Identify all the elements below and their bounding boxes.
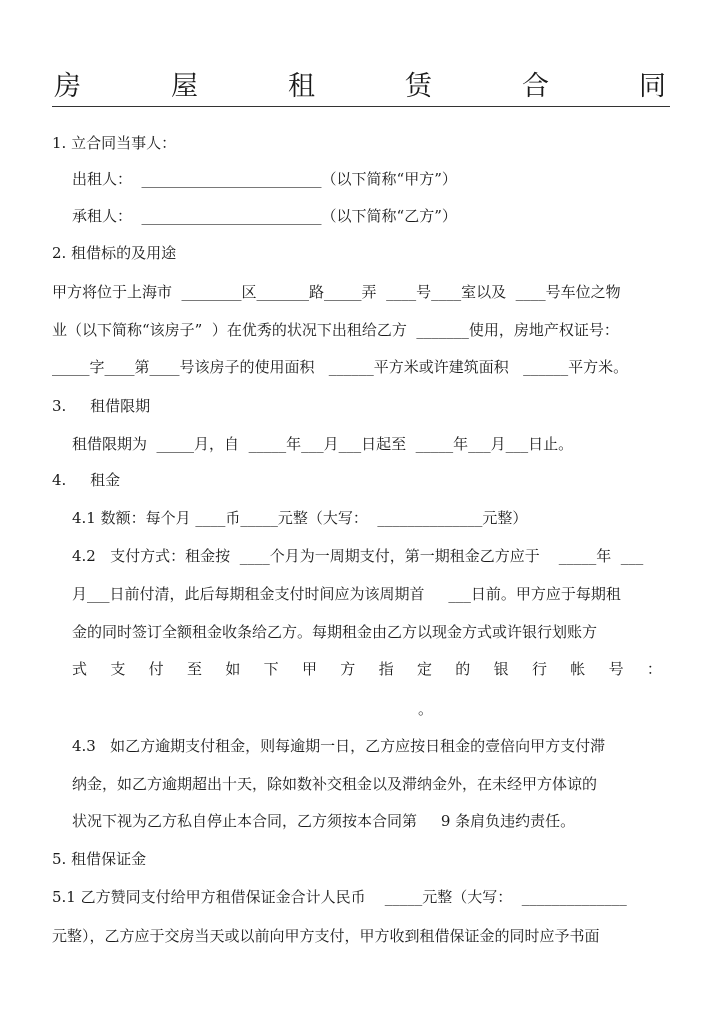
property-location-line: 甲方将位于上海市 ________区_______路_____弄 ____号____室以及 ____号车位之物: [52, 283, 621, 301]
deposit-line-2: 元整），乙方应于交房当天或以前向甲方支付，甲方收到租借保证金的同时应予书面: [52, 927, 600, 945]
lessee-line: 承租人： ________________________（以下简称“乙方”）: [72, 207, 457, 225]
title-char: 同: [639, 71, 666, 102]
spread-char: 式: [72, 660, 88, 678]
spread-char: 行: [531, 660, 547, 678]
section-1-heading: 1. 立合同当事人：: [52, 134, 177, 152]
spread-char: 方: [340, 660, 356, 678]
lease-term-line: 租借限期为 _____月，自 _____年___月___日起至 _____年___月___日止。: [72, 435, 574, 453]
spread-char: 银: [493, 660, 509, 678]
title-char: 赁: [405, 71, 432, 102]
spread-char: 的: [455, 660, 471, 678]
lessor-line: 出租人： ________________________（以下简称“甲方”）: [72, 170, 457, 188]
title-char: 租: [288, 71, 315, 102]
payment-method-line-2: 月___日前付清，此后每期租金支付时间应为该周期首 ___日前。甲方应于每期租: [72, 585, 621, 603]
title-char: 屋: [171, 71, 198, 102]
spread-char: 指: [378, 660, 394, 678]
spread-char: 定: [416, 660, 432, 678]
spread-char: 下: [263, 660, 279, 678]
spread-char: 支: [110, 660, 126, 678]
payment-method-line-3: 金的同时签订全额租金收条给乙方。每期租金由乙方以现金方式或许银行划账方: [72, 623, 598, 641]
section-3-heading: 3. 租借限期: [52, 397, 151, 415]
spread-char: 帐: [570, 660, 586, 678]
property-area-line: _____字____第____号该房子的使用面积 ______平方米或许建筑面积 ______平方米。: [52, 358, 629, 376]
deposit-line-1: 5.1 乙方赞同支付给甲方租借保证金合计人民币 _____元整（大写： ______________: [52, 888, 627, 906]
spread-char: 号: [608, 660, 624, 678]
spread-char: 甲: [301, 660, 317, 678]
section-2-heading: 2. 租借标的及用途: [52, 244, 177, 262]
section-5-heading: 5. 租借保证金: [52, 850, 147, 868]
document-title: [54, 68, 666, 106]
title-char: 合: [522, 71, 549, 102]
payment-method-line-1: 4.2 支付方式：租金按 ____个月为一周期支付，第一期租金乙方应于 _____年 ___: [72, 547, 644, 565]
late-payment-line-2: 纳金，如乙方逾期超出十天，除如数补交租金以及滞纳金外，在未经甲方体谅的: [72, 775, 598, 793]
spread-char: 至: [186, 660, 202, 678]
bank-account-end-mark: 。: [418, 700, 434, 718]
rent-amount-line: 4.1 数额：每个月 ____币_____元整（大写： ______________元整）: [72, 509, 528, 527]
title-underline: [52, 106, 670, 107]
bank-account-line: [72, 658, 662, 680]
spread-char: ：: [646, 660, 662, 678]
spread-char: 如: [225, 660, 241, 678]
property-usage-line: 业（以下简称“该房子” ）在优秀的状况下出租给乙方 _______使用，房地产权证号：: [52, 321, 619, 339]
section-4-heading: 4. 租金: [52, 471, 121, 489]
late-payment-line-3: 状况下视为乙方私自停止本合同，乙方须按本合同第 9 条肩负违约责任。: [72, 812, 576, 830]
spread-char: 付: [148, 660, 164, 678]
title-char: 房: [54, 71, 81, 102]
late-payment-line-1: 4.3 如乙方逾期支付租金，则每逾期一日，乙方应按日租金的壹倍向甲方支付滞: [72, 737, 606, 755]
